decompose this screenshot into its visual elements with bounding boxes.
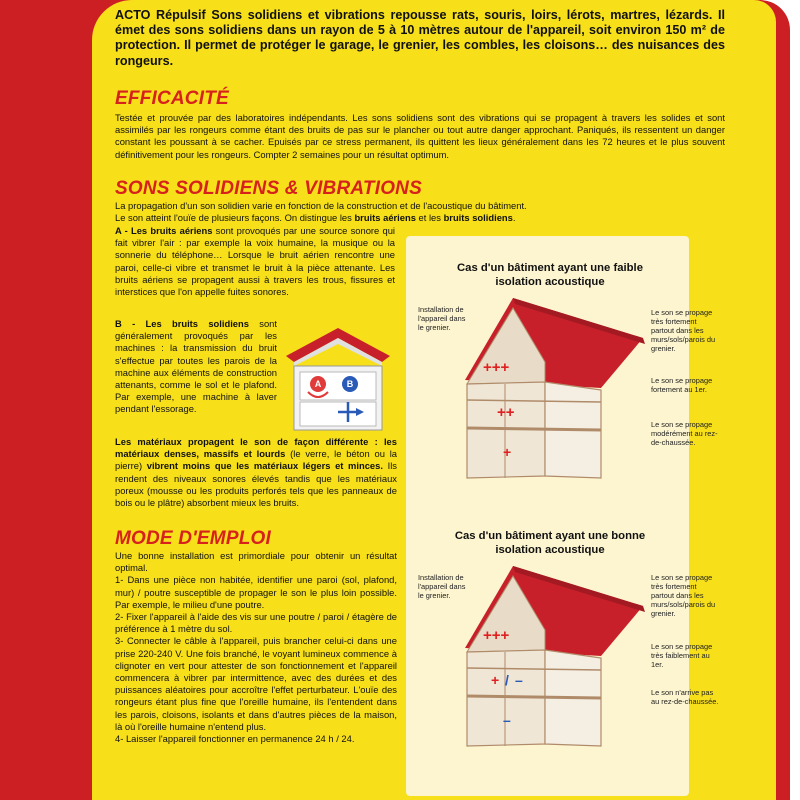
mode-heading: MODE D'EMPLOI	[115, 528, 271, 549]
sons-p2b: bruits aériens	[354, 212, 416, 224]
diagram-bottom-title: Cas d'un bâtiment ayant une bonne isolation acoustique	[454, 530, 646, 556]
m-text1: (le verre, le béton ou la pierre)	[115, 448, 398, 472]
svg-text:+: +	[491, 672, 500, 688]
efficacite-text: Testée et prouvée par des laboratoires indépendants. Les sons solidiens sont des vibrations qui se propagent à travers les solides et sont assimilés par les rongeurs comme étant des bruits de pas sur le plancher ou tout autre danger approchant. Paniqués, ils ressentent un danger constant les poussant à se cacher. Epuisés par ce stress permanent, ils quittent les lieux généralement dans les 72 heures et le plus souvent définitivement pour les rongeurs. Compter 2 semaines pour un résultat optimum.	[115, 112, 725, 160]
svg-text:–: –	[503, 712, 511, 728]
house-diagram-top	[455, 292, 655, 492]
small-roof	[286, 328, 390, 362]
svg-text:–: –	[515, 672, 523, 688]
diagram-top-title: Cas d'un bâtiment ayant une faible isolation acoustique	[457, 262, 643, 288]
bruits-solidiens-text	[115, 318, 277, 416]
svg-text:+++: +++	[483, 359, 510, 376]
sons-p1: La propagation d'un son solidien varie en fonction de la construction et de l'acoustique du bâtiment.	[115, 200, 527, 211]
b-lead: B - Les bruits solidiens	[115, 318, 249, 329]
small-house-illustration	[278, 322, 398, 434]
sons-heading: SONS SOLIDIENS & VIBRATIONS	[115, 178, 422, 199]
sons-intro	[115, 200, 595, 224]
left-red-band	[0, 0, 92, 800]
m-text2: Ils rendent des niveaux sonores élevés tandis que les matériaux poreux (mousse ou les produits perforés tels que les panneaux de bois ou le plâtre) absorbent mieux les bruits.	[115, 460, 397, 509]
svg-text:++: ++	[497, 404, 515, 421]
svg-text:+++: +++	[483, 627, 510, 644]
diagram-bottom-note-2: Le son se propage très faiblement au 1er.	[651, 642, 713, 669]
svg-text:+: +	[503, 444, 512, 460]
sons-p2d: bruits solidiens	[443, 212, 513, 224]
efficacite-heading: EFFICACITÉ	[115, 88, 229, 109]
mode-text	[115, 550, 397, 745]
mode-step-1: 1- Dans une pièce non habitée, identifier une paroi (sol, plafond, mur) / poutre susceptible de propager le son le plus loin possible. Par exemple, le milieu d'une poutre.	[115, 574, 397, 610]
house-diagram-bottom	[455, 560, 655, 760]
diagram-bottom-note-3: Le son n'arrive pas au rez-de-chaussée.	[651, 688, 719, 706]
diagram-top-label-left: Installation de l'appareil dans le grenier.	[418, 305, 466, 332]
m-lead: Les matériaux propagent le son de façon différente : les matériaux denses, massifs et lourds	[115, 436, 397, 460]
diagram-top-note-1: Le son se propage très fortement partout dans les murs/sols/parois du grenier.	[651, 308, 716, 353]
b-text: sont généralement provoqués par les machines : la transmission du bruit s'effectue par toutes les parois de la machine aux éléments de construction attenants, comme le sol et le plafond. Par exemple, une machine à laver pendant l'essorage.	[115, 318, 277, 415]
m-lead2: vibrent moins que les matériaux légers et minces.	[146, 460, 383, 472]
bruits-aeriens-text	[115, 225, 395, 298]
intro-text: ACTO Répulsif Sons solidiens et vibrations repousse rats, souris, loirs, lérots, martres, lézards. Il émet des sons solidiens dans un rayon de 5 à 10 mètres autour de l'appareil, soit environ 150 m² de protection. Il permet de protéger le garage, le grenier, les combles, les cloisons… des nuisances des rongeurs.	[115, 8, 725, 68]
a-lead: A - Les bruits aériens	[115, 225, 213, 236]
mode-step-3: 3- Connecter le câble à l'appareil, puis brancher celui-ci dans une prise 220-240 V. Une fois branché, le voyant lumineux commence à clignoter en vert pour attester de son fonctionnement et l'appareil commencera à vibrer par intermittence, avec des durées et des puissances aléatoires pour accroître l'effet perturbateur. L'ouïe des rongeurs étant plus fine que l'oreille humaine, ils l'entendent dans les parois, cloisons, isolants et dans d'autres pièces de la maison, là où l'oreille humaine n'entend plus.	[115, 635, 397, 732]
sons-p2e: .	[512, 212, 516, 224]
materiaux-text	[115, 436, 397, 509]
diagram-top-note-2: Le son se propage fortement au 1er.	[651, 376, 713, 394]
marker-a-label: A	[314, 379, 322, 389]
diagram-top-note-3: Le son se propage modérément au rez-de-chaussée.	[651, 420, 718, 447]
svg-text:/: /	[505, 672, 509, 688]
mode-step-4: 4- Laisser l'appareil fonctionner en permanence 24 h / 24.	[115, 733, 355, 745]
sons-p2c: et les	[415, 212, 444, 224]
a-text: sont provoqués par une source sonore qui fait vibrer l'air : par exemple la voix humaine, la musique ou la sonnerie du téléphone… Lorsque le bruit aérien rencontre une paroi, celle-ci vibre et transmet le bruit à la pièce attenante. Les bruits aériens se propagent aussi à travers les trous, fissures et interstices que l'on appelle fuites sonores.	[115, 225, 395, 298]
diagram-bottom-note-1: Le son se propage très fortement partout dans les murs/sols/parois du grenier.	[651, 573, 716, 618]
diagram-bottom-label-left: Installation de l'appareil dans le grenier.	[418, 573, 466, 600]
mode-intro: Une bonne installation est primordiale pour obtenir un résultat optimal.	[115, 550, 397, 574]
sons-p2a: Le son atteint l'ouïe de plusieurs façons. On distingue les	[115, 212, 355, 224]
marker-b-label: B	[346, 379, 354, 389]
mode-step-2: 2- Fixer l'appareil à l'aide des vis sur une poutre / paroi / étagère de préférence à 1 mètre du sol.	[115, 611, 397, 635]
